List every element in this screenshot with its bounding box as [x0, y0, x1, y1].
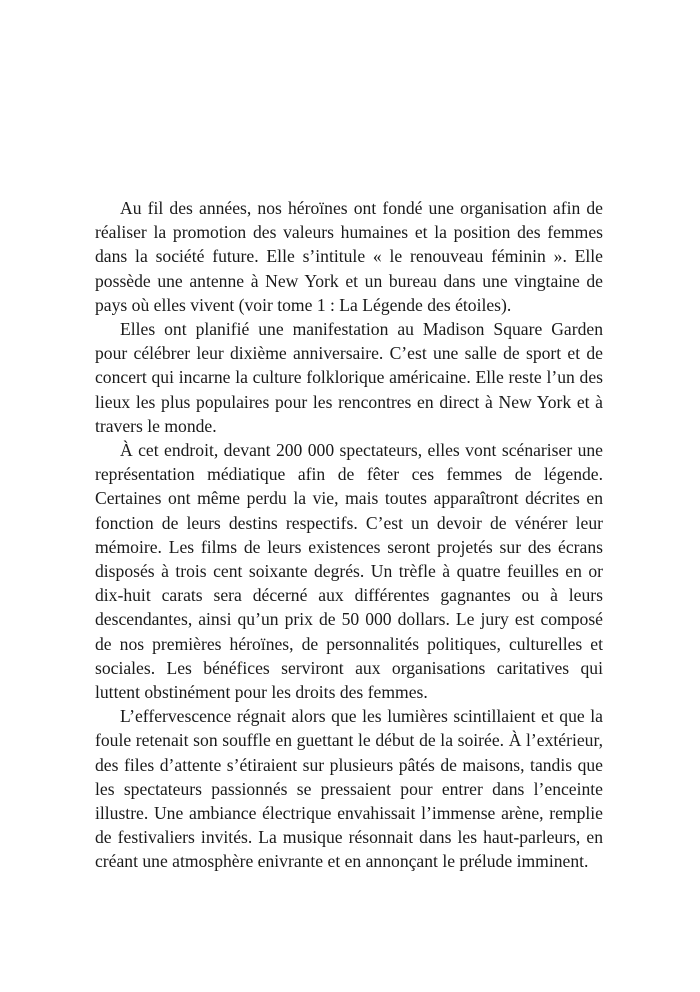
paragraph-1: Au fil des années, nos héroïnes ont fondé une organisation afin de réaliser la promotion des valeurs humaines et la position des femmes dans la société future. Elle s’intitule « le renouveau féminin ». Elle possède une antenne à New York et un bureau dans une vingtaine de pays où elles vivent (voir tome 1 : La Légende des étoiles). [95, 198, 603, 315]
body-text [95, 196, 603, 874]
paragraph-3: À cet endroit, devant 200 000 spectateurs, elles vont scénariser une représentation médiatique afin de fêter ces femmes de légende. Certaines ont même perdu la vie, mais toutes apparaîtront décrites en fonction de leurs destins respectifs. C’est un devoir de vénérer leur mémoire. Les films de leurs existences seront projetés sur des écrans disposés à trois cent soixante degrés. Un trèfle à quatre feuilles en or dix-huit carats sera décerné aux différentes gagnantes ou à leurs descendantes, ainsi qu’un prix de 50 000 dollars. Le jury est composé de nos premières héroïnes, de personnalités politiques, culturelles et sociales. Les bénéfices serviront aux organisations caritatives qui luttent obstinément pour les droits des femmes. [95, 440, 603, 703]
paragraph-4: L’effervescence régnait alors que les lumières scintillaient et que la foule retenait son souffle en guettant le début de la soirée. À l’extérieur, des files d’attente s’étiraient sur plusieurs pâtés de maisons, tandis que les spectateurs passionnés se pressaient pour entrer dans l’enceinte illustre. Une ambiance électrique envahissait l’immense arène, remplie de festivaliers invités. La musique résonnait dans les haut-parleurs, en créant une atmosphère enivrante et en annonçant le prélude imminent. [95, 706, 603, 872]
paragraph-2: Elles ont planifié une manifestation au Madison Square Garden pour célébrer leur dixième anniversaire. C’est une salle de sport et de concert qui incarne la culture folklorique américaine. Elle reste l’un des lieux les plus populaires pour les rencontres en direct à New York et à travers le monde. [95, 319, 603, 436]
